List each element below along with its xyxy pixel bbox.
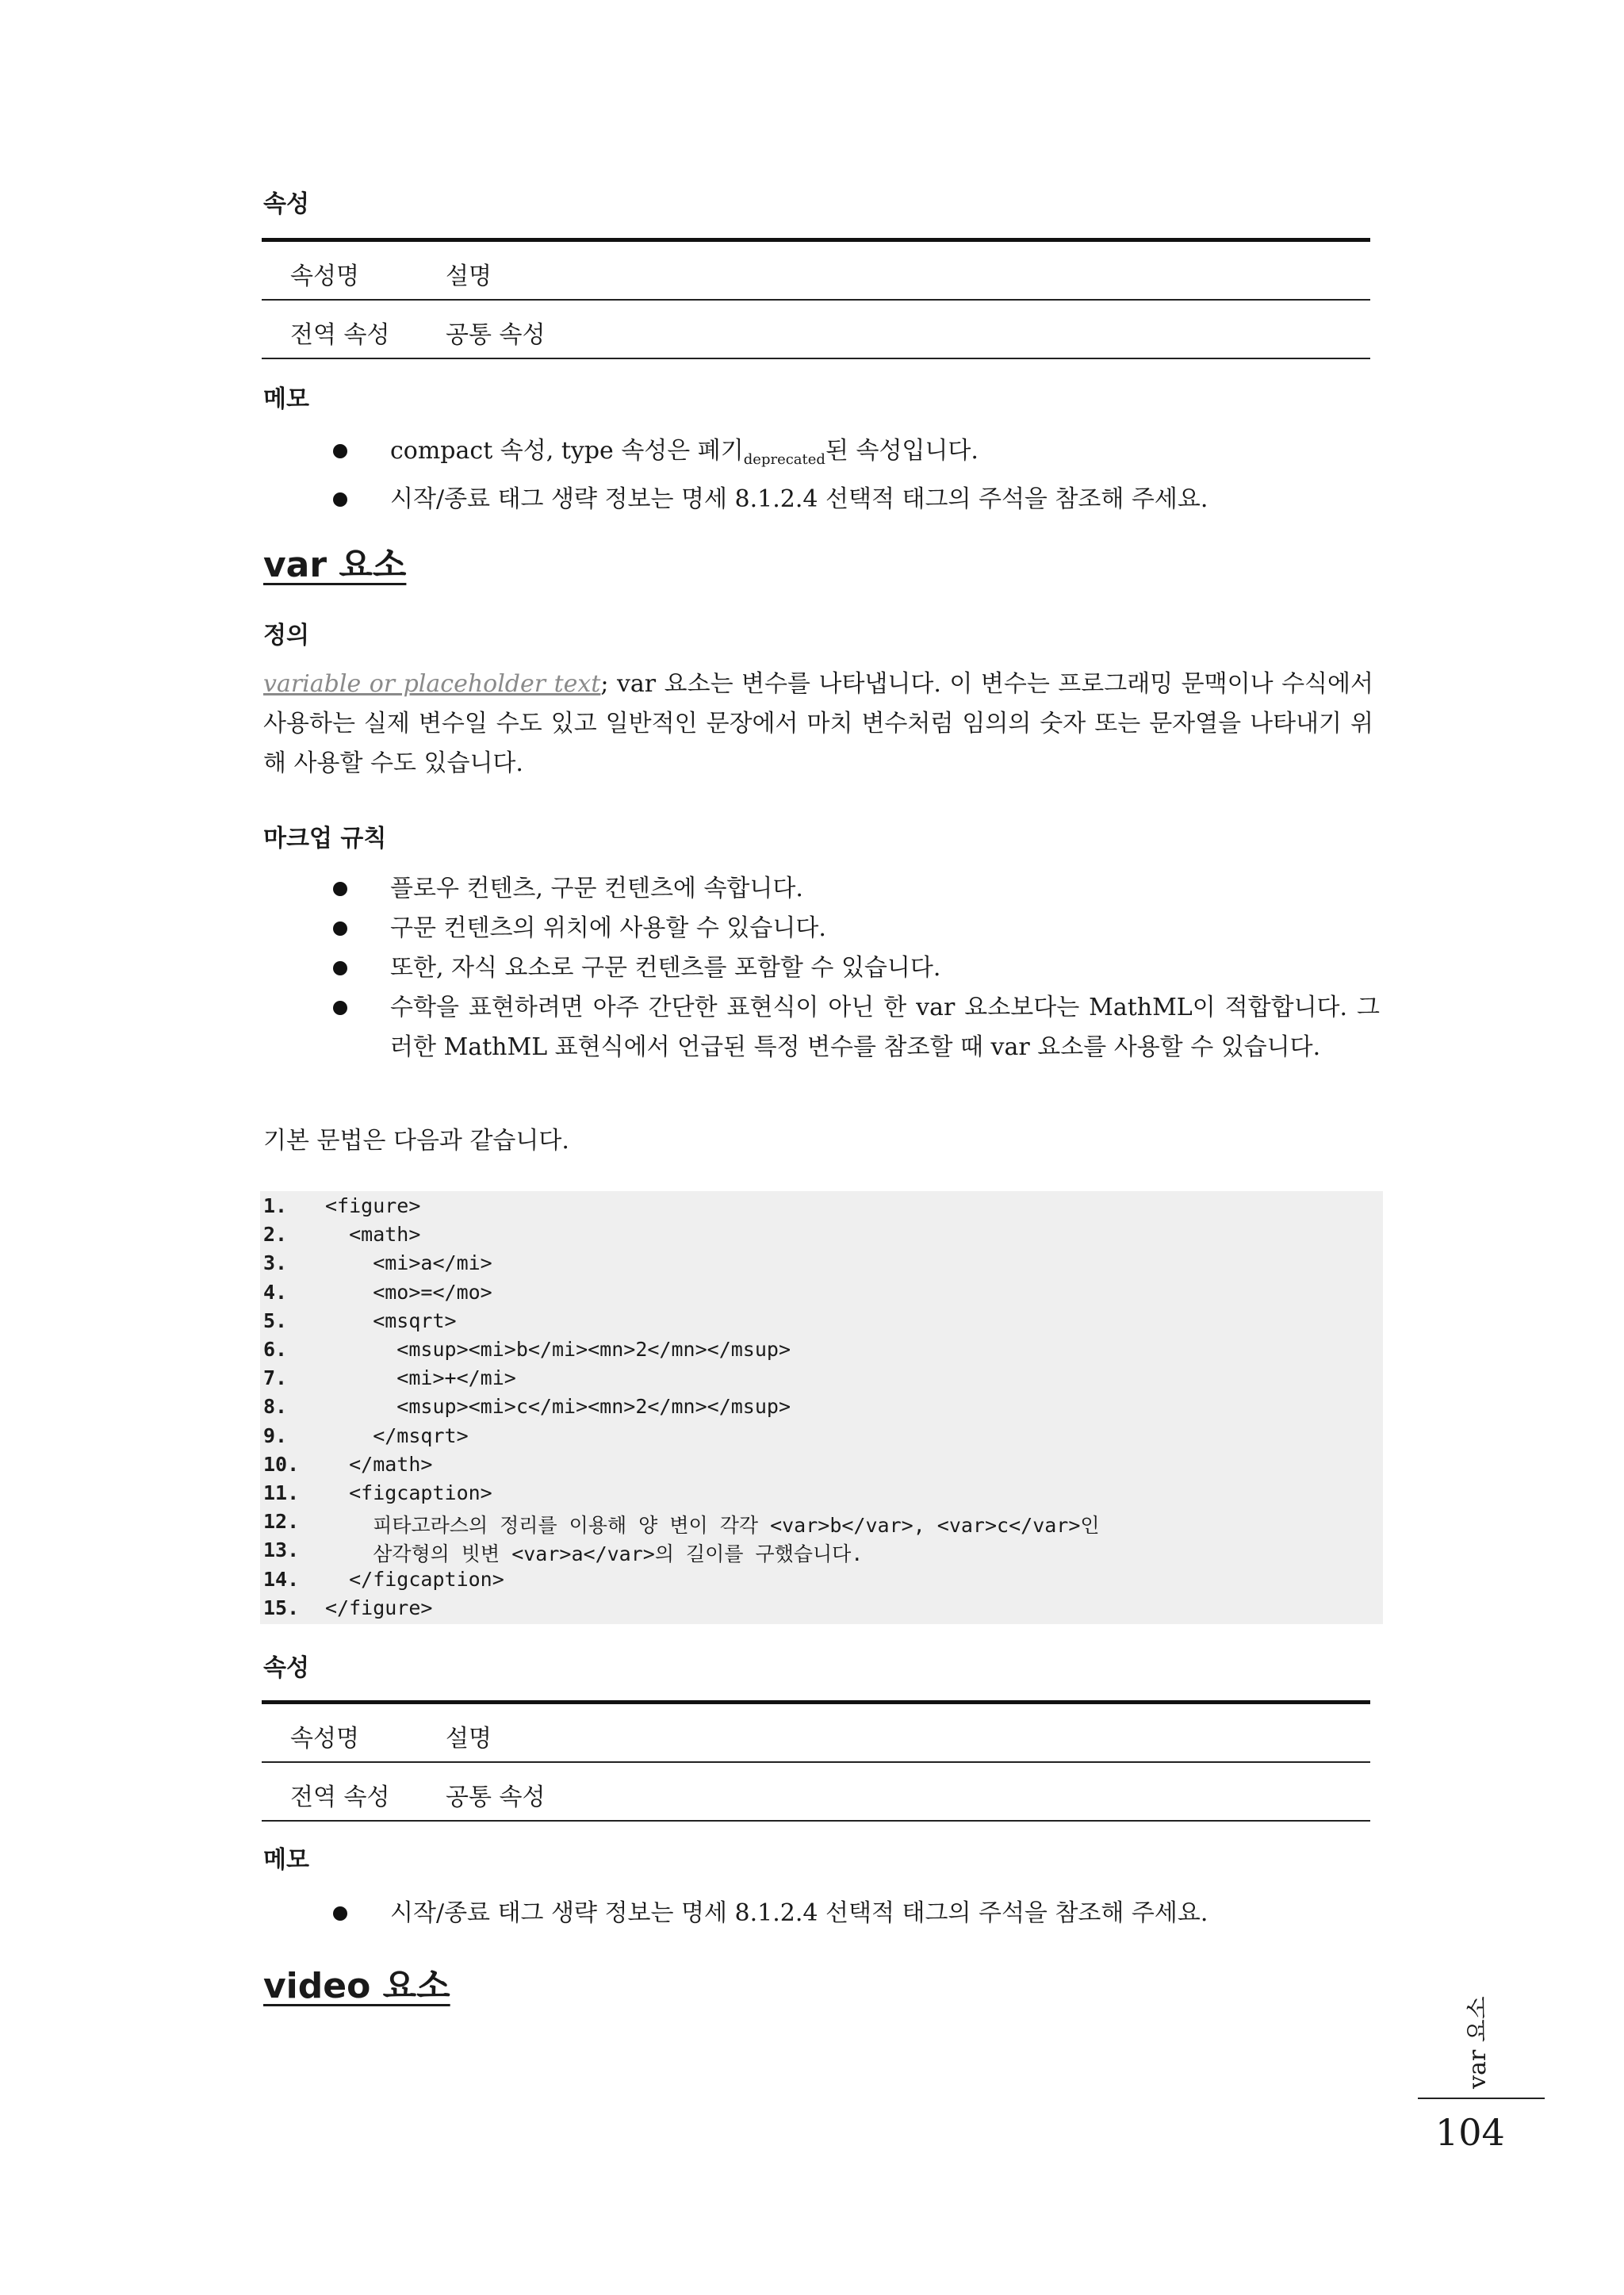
attributes-heading: 속성 bbox=[263, 1654, 309, 1682]
bullet-icon bbox=[333, 1906, 347, 1921]
code-line-text: 삼각형의 빗변 <var>a</var>의 길이를 구했습니다. bbox=[325, 1542, 864, 1566]
code-line-text: <msup><mi>b</mi><mn>2</mn></msup> bbox=[325, 1338, 791, 1361]
list-item bbox=[333, 909, 1380, 948]
memo-list bbox=[333, 1894, 1380, 1933]
cell-description: 공통 속성 bbox=[446, 1784, 546, 1811]
page-number: 104 bbox=[1435, 2111, 1505, 2154]
memo-list bbox=[333, 431, 1380, 519]
header-description: 설명 bbox=[446, 1725, 492, 1753]
definition-paragraph bbox=[263, 665, 1373, 784]
code-line-text: <msup><mi>c</mi><mn>2</mn></msup> bbox=[325, 1395, 791, 1419]
memo-text-end: 된 속성입니다. bbox=[825, 437, 979, 465]
list-item-text: 구문 컨텐츠의 위치에 사용할 수 있습니다. bbox=[390, 914, 826, 942]
side-section-label-text: var 요소 bbox=[1464, 1996, 1492, 2089]
code-line-number: 4. bbox=[263, 1280, 288, 1304]
code-line-text: </msqrt> bbox=[325, 1423, 469, 1447]
code-line-number: 15. bbox=[263, 1596, 300, 1619]
list-item-text: 플로우 컨텐츠, 구문 컨텐츠에 속합니다. bbox=[390, 875, 803, 902]
code-line-text: <figure> bbox=[325, 1194, 421, 1217]
list-item-text: 시작/종료 태그 생략 정보는 명세 8.1.2.4 선택적 태그의 주석을 참조해 주세요. bbox=[390, 1899, 1208, 1927]
memo-heading: 메모 bbox=[263, 385, 309, 413]
video-section-title: video 요소 bbox=[263, 1966, 450, 2006]
code-line-number: 1. bbox=[263, 1194, 288, 1217]
code-line-number: 9. bbox=[263, 1423, 288, 1447]
code-line-text: <figcaption> bbox=[325, 1481, 492, 1504]
code-block bbox=[260, 1191, 1383, 1624]
bullet-icon bbox=[333, 444, 347, 458]
code-line-number: 12. bbox=[263, 1510, 300, 1534]
bullet-icon bbox=[333, 961, 347, 975]
table-header-row bbox=[262, 242, 1370, 301]
code-line-text: 피타고라스의 정리를 이용해 양 변이 각각 <var>b</var>, <var>c</var>인 bbox=[325, 1514, 1100, 1538]
memo-text: compact 속성, type 속성은 폐기 bbox=[390, 437, 744, 465]
cell-description: 공통 속성 bbox=[446, 321, 546, 349]
list-item bbox=[333, 948, 1380, 988]
markup-rules-heading: 마크업 규칙 bbox=[263, 825, 387, 852]
code-line-number: 2. bbox=[263, 1223, 288, 1247]
code-line-number: 7. bbox=[263, 1366, 288, 1390]
table-row bbox=[262, 301, 1370, 359]
code-line-number: 11. bbox=[263, 1481, 300, 1504]
list-item-text: 수학을 표현하려면 아주 간단한 표현식이 아닌 한 var 요소보다는 MathML이 적합합니다. 그러한 MathML 표현식에서 언급된 특정 변수를 참조할 때 var 요소를 사용할 수 있습니다. bbox=[390, 994, 1380, 1061]
list-item bbox=[333, 988, 1380, 1067]
bullet-icon bbox=[333, 921, 347, 936]
code-line-number: 8. bbox=[263, 1395, 288, 1419]
code-line-text: <mi>+</mi> bbox=[325, 1366, 516, 1390]
attributes-table bbox=[262, 1700, 1370, 1822]
markup-rules-list bbox=[333, 869, 1380, 1067]
list-item bbox=[333, 480, 1380, 519]
code-line-number: 10. bbox=[263, 1452, 300, 1476]
table-header-row bbox=[262, 1704, 1370, 1763]
bullet-icon bbox=[333, 882, 347, 896]
code-line-text: </figure> bbox=[325, 1596, 433, 1619]
header-attr-name: 속성명 bbox=[290, 262, 359, 290]
code-line-number: 6. bbox=[263, 1338, 288, 1361]
header-description: 설명 bbox=[446, 262, 492, 290]
definition-term: variable or placeholder text bbox=[263, 670, 601, 698]
table-row bbox=[262, 1763, 1370, 1822]
cell-attr-name: 전역 속성 bbox=[290, 321, 390, 349]
memo-text: 시작/종료 태그 생략 정보는 명세 8.1.2.4 선택적 태그의 주석을 참조해 주세요. bbox=[390, 485, 1208, 513]
var-section-title: var 요소 bbox=[263, 545, 407, 585]
code-line-text: </math> bbox=[325, 1452, 433, 1476]
cell-attr-name: 전역 속성 bbox=[290, 1784, 390, 1811]
bullet-icon bbox=[333, 492, 347, 507]
list-item bbox=[333, 869, 1380, 909]
code-line-text: <math> bbox=[325, 1223, 421, 1247]
list-item bbox=[333, 1894, 1380, 1933]
definition-heading: 정의 bbox=[263, 622, 309, 649]
memo-heading: 메모 bbox=[263, 1846, 309, 1874]
code-line-text: <msqrt> bbox=[325, 1308, 457, 1332]
code-line-number: 5. bbox=[263, 1308, 288, 1332]
syntax-intro: 기본 문법은 다음과 같습니다. bbox=[263, 1127, 569, 1155]
code-line-number: 13. bbox=[263, 1538, 300, 1562]
attributes-table bbox=[262, 238, 1370, 359]
list-item-text: 또한, 자식 요소로 구문 컨텐츠를 포함할 수 있습니다. bbox=[390, 954, 941, 982]
code-line-text: <mi>a</mi> bbox=[325, 1251, 492, 1275]
code-line-number: 14. bbox=[263, 1567, 300, 1591]
code-line-text: <mo>=</mo> bbox=[325, 1280, 492, 1304]
definition-text: ; var 요소는 변수를 나타냅니다. 이 변수는 프로그래밍 문맥이나 수식에서 사용하는 실제 변수일 수도 있고 일반적인 문장에서 마치 변수처럼 임의의 숫자 또는 문자열을 나타내기 위해 사용할 수도 있습니다. bbox=[263, 670, 1373, 777]
code-line-text: </figcaption> bbox=[325, 1567, 504, 1591]
bullet-icon bbox=[333, 1001, 347, 1015]
side-divider bbox=[1418, 2098, 1545, 2099]
attributes-heading: 속성 bbox=[263, 190, 309, 218]
memo-subscript: deprecated bbox=[743, 451, 825, 468]
code-line-number: 3. bbox=[263, 1251, 288, 1275]
list-item bbox=[333, 431, 1380, 480]
side-section-label bbox=[1457, 1981, 1492, 2092]
header-attr-name: 속성명 bbox=[290, 1725, 359, 1753]
